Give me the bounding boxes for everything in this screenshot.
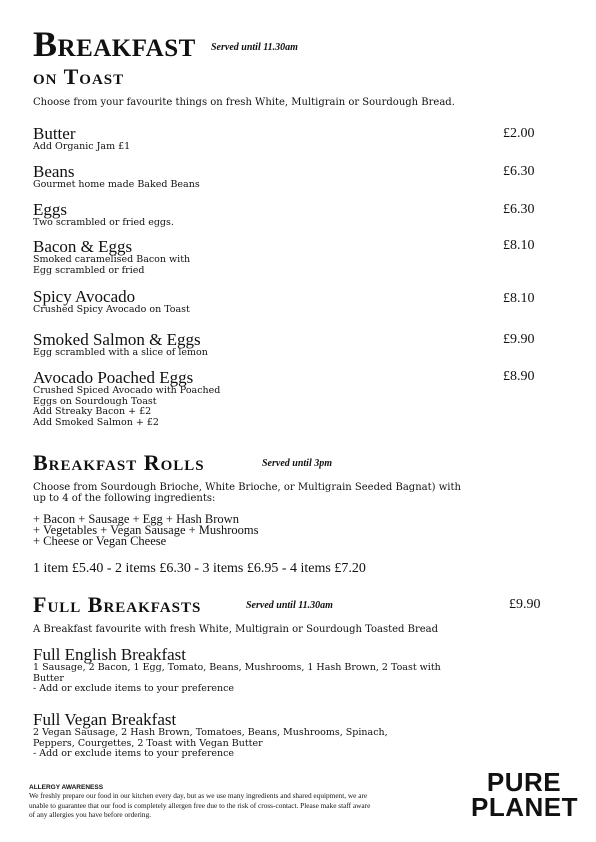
item-desc-line: Smoked caramelised Bacon with — [33, 254, 191, 265]
item-desc-line: 2 Vegan Sausage, 2 Hash Brown, Tomatoes, Beans, Mushrooms, Spinach, — [33, 727, 388, 738]
item-desc-line: Peppers, Courgettes, 2 Toast with Vegan Butter — [33, 737, 263, 749]
allergy-line: unable to guarantee that our food is completely allergen free due to the risk of cross-contact. Please make staff aware — [29, 800, 371, 810]
logo-line: PLANET — [471, 792, 578, 822]
full-served-note: Served until 11.30am — [246, 600, 333, 611]
item-desc-line: Add Smoked Salmon + £2 — [33, 417, 159, 429]
item-desc: Gourmet home made Baked Beans — [33, 179, 200, 190]
ingredient-line: + Cheese or Vegan Cheese — [33, 534, 167, 548]
item-name: Eggs — [33, 200, 67, 219]
full-price: £9.90 — [509, 597, 541, 612]
item-price: £6.30 — [503, 164, 535, 179]
allergy-line: of any allergies you have before ordering. — [29, 810, 152, 820]
allergy-title: ALLERGY AWARENESS — [29, 784, 104, 791]
menu-item-eggs — [33, 201, 174, 229]
item-desc-line: Egg scrambled or fried — [33, 264, 145, 276]
menu-item-spicy-avocado — [33, 288, 190, 316]
allergy-line: We freshly prepare our food in our kitchen every day, but as we use many ingredients and shared equipment, we are — [29, 791, 368, 800]
item-name: Smoked Salmon & Eggs — [33, 330, 201, 349]
item-desc-line: Butter — [33, 672, 64, 684]
full-intro: A Breakfast favourite with fresh White, Multigrain or Sourdough Toasted Bread — [33, 624, 439, 635]
rolls-intro-line: Choose from Sourdough Brioche, White Brioche, or Multigrain Seeded Bagnat) with — [33, 482, 461, 493]
item-desc-line: Eggs on Sourdough Toast — [33, 395, 157, 407]
menu-item-full-vegan — [33, 711, 388, 760]
item-desc-line: 1 Sausage, 2 Bacon, 1 Egg, Tomato, Beans, Mushrooms, 1 Hash Brown, 2 Toast with — [33, 662, 441, 673]
rolls-served-note: Served until 3pm — [262, 458, 333, 469]
breakfast-served-note: Served until 11.30am — [211, 42, 298, 53]
item-desc: Crushed Spicy Avocado on Toast — [33, 304, 190, 315]
item-desc-line: - Add or exclude items to your preference — [33, 683, 235, 695]
toast-heading: on Toast — [33, 64, 125, 89]
pure-planet-logo — [471, 767, 578, 822]
item-name: Full English Breakfast — [33, 645, 186, 664]
item-price: £8.90 — [503, 369, 535, 384]
item-name: Butter — [33, 124, 76, 143]
ingredient-line: + Vegetables + Vegan Sausage + Mushrooms — [33, 523, 259, 537]
item-price: £8.10 — [503, 291, 535, 306]
item-desc: Two scrambled or fried eggs. — [33, 217, 174, 228]
item-price: £9.90 — [503, 332, 535, 347]
item-price: £8.10 — [503, 238, 535, 253]
ingredient-line: + Bacon + Sausage + Egg + Hash Brown — [33, 512, 239, 526]
item-price: £6.30 — [503, 202, 535, 217]
menu-item-smoked-salmon-eggs — [33, 331, 208, 359]
rolls-pricing: 1 item £5.40 - 2 items £6.30 - 3 items £6.95 - 4 items £7.20 — [33, 561, 366, 576]
logo-line: PURE — [486, 767, 562, 797]
rolls-heading: Breakfast Rolls — [33, 450, 205, 475]
rolls-intro-line: up to 4 of the following ingredients: — [33, 493, 216, 504]
item-price: £2.00 — [503, 126, 535, 141]
item-name: Full Vegan Breakfast — [33, 710, 177, 729]
rolls-intro — [33, 482, 461, 504]
breakfast-title: Breakfast — [33, 24, 196, 64]
menu-item-butter — [33, 125, 130, 153]
item-desc: Add Organic Jam £1 — [33, 141, 131, 152]
item-desc-line: Add Streaky Bacon + £2 — [33, 406, 152, 418]
toast-intro: Choose from your favourite things on fresh White, Multigrain or Sourdough Bread. — [33, 97, 455, 108]
item-desc-line: Crushed Spiced Avocado with Poached — [33, 385, 221, 396]
item-name: Bacon & Eggs — [33, 237, 133, 256]
menu-item-bacon-eggs — [33, 238, 190, 276]
item-name: Spicy Avocado — [33, 287, 136, 306]
menu-item-full-english — [33, 646, 441, 695]
item-desc: Egg scrambled with a slice of lemon — [33, 347, 208, 358]
full-heading: Full Breakfasts — [33, 592, 202, 617]
menu-item-beans — [33, 163, 200, 191]
menu-item-avocado-poached-eggs — [33, 369, 220, 429]
rolls-ingredients — [33, 514, 259, 547]
item-name: Avocado Poached Eggs — [33, 368, 194, 387]
allergy-notice — [29, 784, 370, 820]
item-desc-line: - Add or exclude items to your preference — [33, 748, 235, 760]
item-name: Beans — [33, 162, 75, 181]
